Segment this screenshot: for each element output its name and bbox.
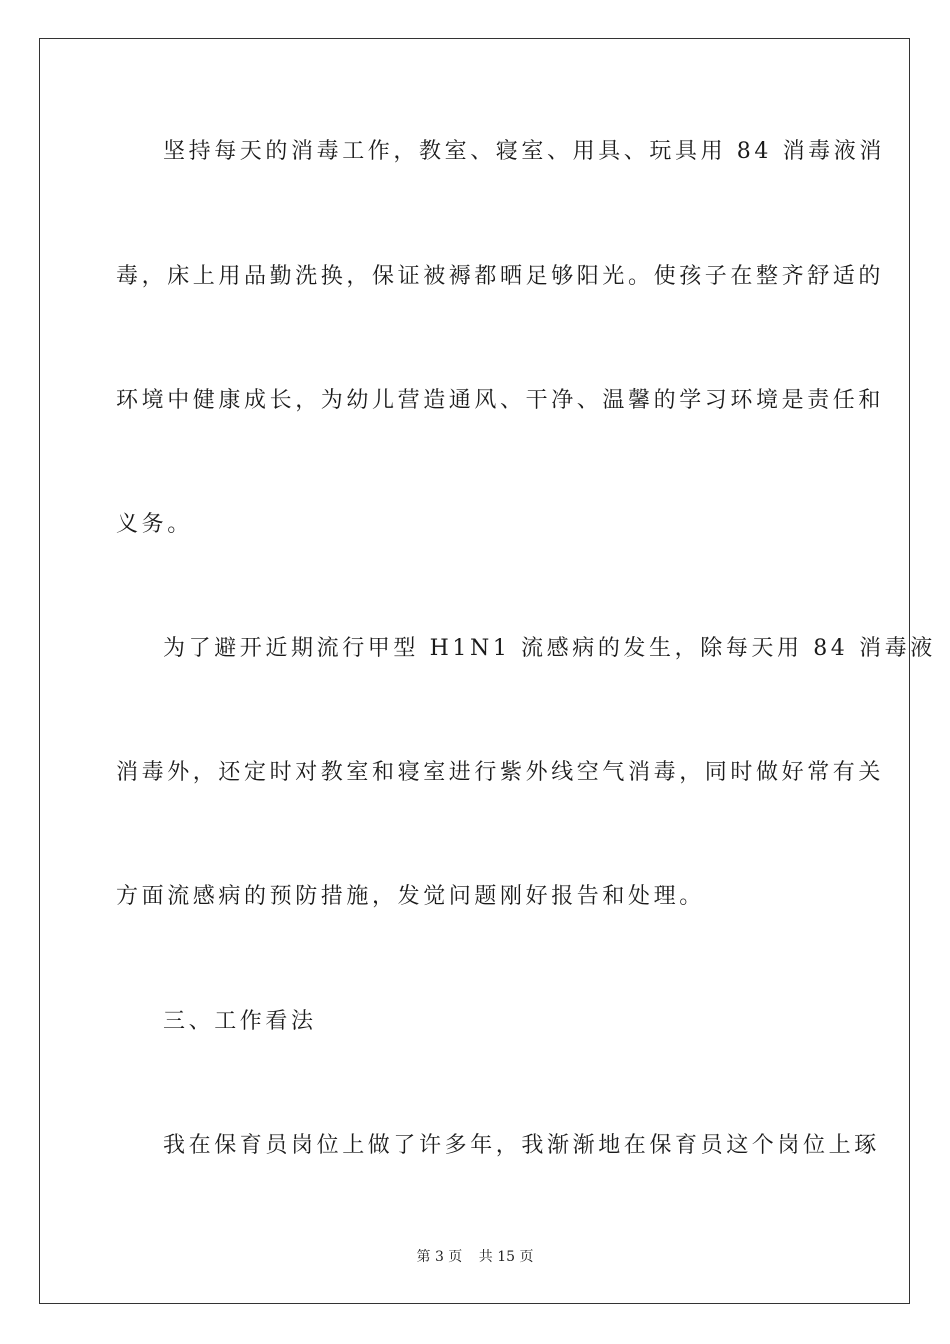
page-footer (0, 1246, 950, 1266)
paragraph-line: 方面流感病的预防措施，发觉问题刚好报告和处理。 (116, 884, 705, 909)
page-frame (39, 38, 936, 1304)
paragraph-line: 义务。 (116, 512, 193, 537)
paragraph-line: 环境中健康成长，为幼儿营造通风、干净、温馨的学习环境是责任和 (116, 388, 885, 413)
paragraph-line: 坚持每天的消毒工作，教室、寝室、用具、玩具用 84 消毒液消 (163, 139, 885, 164)
page-number: 第 3 页 (416, 1249, 463, 1265)
paragraph-line: 我在保育员岗位上做了许多年，我渐渐地在保育员这个岗位上琢 (163, 1133, 880, 1158)
page-total: 共 15 页 (478, 1249, 534, 1265)
paragraph-line: 毒，床上用品勤洗换，保证被褥都晒足够阳光。使孩子在整齐舒适的 (116, 264, 885, 289)
section-heading: 三、工作看法 (163, 1009, 317, 1034)
paragraph-line: 消毒外，还定时对教室和寝室进行紫外线空气消毒，同时做好常有关 (116, 760, 885, 785)
paragraph-line: 为了避开近期流行甲型 H1N1 流感病的发生，除每天用 84 消毒液 (163, 636, 936, 661)
